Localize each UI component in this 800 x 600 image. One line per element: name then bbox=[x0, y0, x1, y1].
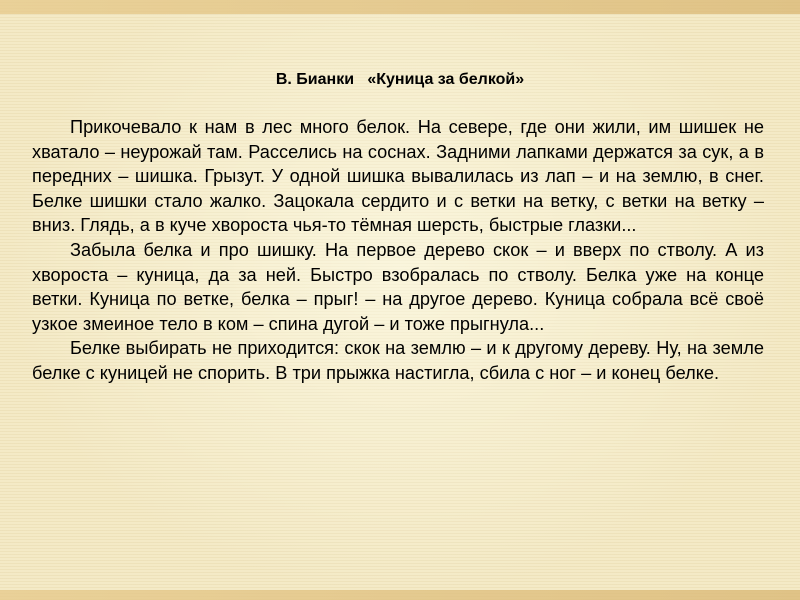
paragraph-2: Забыла белка и про шишку. На первое дерево скок – и вверх по стволу. А из хвороста – куница, да за ней. Быстро взобралась по стволу. Белка уже на конце ветки. Куница по ветке, белка – прыг! – на другое дерево. Куница собрала всё своё узкое змеиное тело в ком – спина дугой – и тоже прыгнула... bbox=[32, 239, 764, 334]
paragraph-3: Белке выбирать не приходится: скок на землю – и к другому дереву. Ну, на земле белке с куницей не спорить. В три прыжка настигла, сбила с ног – и конец белке. bbox=[32, 338, 764, 383]
top-decorative-band bbox=[0, 0, 800, 14]
slide-title: В. Бианки «Куница за белкой» bbox=[275, 71, 525, 88]
bottom-decorative-band bbox=[0, 590, 800, 600]
story-text bbox=[32, 115, 764, 386]
paragraph-1: Прикочевало к нам в лес много белок. На севере, где они жили, им шишек не хватало – неурожай там. Расселись на соснах. Задними лапками держатся за сук, а в передних – шишка. Грызут. У одной шишка вывалилась из лап – и на землю, в снег. Белке шишки стало жалко. Зацокала сердито и с ветки на ветку, с ветки на ветку – вниз. Глядь, а в куче хвороста чья-то тёмная шерсть, быстрые глазки... bbox=[32, 117, 764, 236]
